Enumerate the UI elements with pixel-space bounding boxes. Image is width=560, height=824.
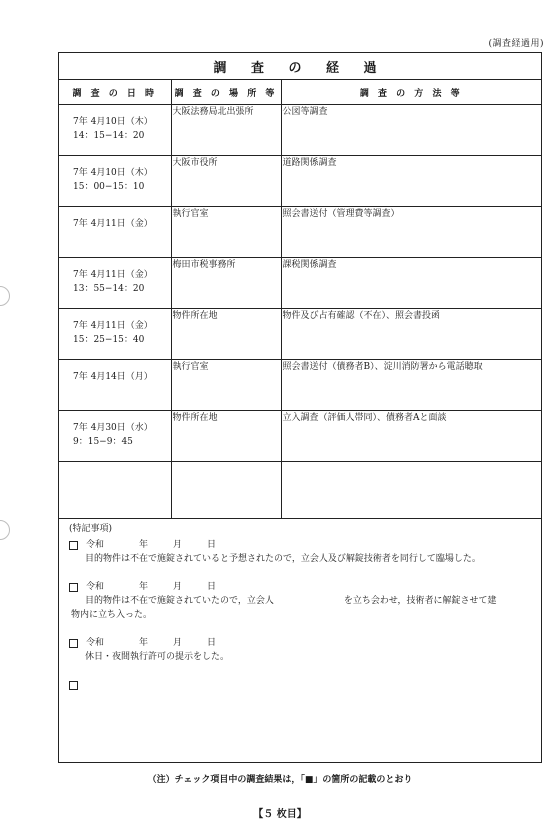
note-checkbox[interactable] [69, 639, 78, 648]
special-notes-heading: (特記事項) [69, 524, 113, 534]
note-year: 年 [138, 582, 148, 592]
footnote: （注）チェック項目中の調査結果は，「■」の箇所の記載のとおり [147, 775, 413, 785]
cell-place: 物件所在地 [171, 411, 281, 462]
row-date: 7年 4月30日（水） [73, 423, 153, 433]
row-date: 7年 4月10日（木） [73, 117, 153, 127]
note-text: 休日・夜間執行許可の提示をした。 [85, 652, 230, 662]
cell-method: 物件及び占有確認（不在）、照会書投函 [281, 309, 541, 360]
note-text-continued: 物内に立ち入った。 [71, 610, 153, 620]
cell-datetime [59, 105, 171, 156]
table-row [59, 105, 541, 156]
note-checkbox[interactable] [69, 681, 78, 690]
cell-method: 道路関係調査 [281, 156, 541, 207]
cell-datetime [59, 258, 171, 309]
table-row [59, 309, 541, 360]
cell-place: 執行官室 [171, 360, 281, 411]
note-day: 日 [206, 582, 216, 592]
cell-method: 公図等調査 [281, 105, 541, 156]
note-checkbox[interactable] [69, 583, 78, 592]
cell-place: 執行官室 [171, 207, 281, 258]
special-note-item-blank [69, 678, 531, 690]
note-text: 目的物件は不在で施錠されていると予想されたので，立会人及び解錠技術者を同行して臨場した。 [85, 554, 481, 564]
form-title: 調 査 の 経 過 [59, 53, 541, 80]
table-header-row [59, 80, 541, 105]
punch-hole-top [0, 286, 10, 306]
header-datetime: 調 査 の 日 時 [59, 80, 171, 105]
header-method: 調 査 の 方 法 等 [281, 80, 541, 105]
row-time: 13：55−14：20 [73, 284, 145, 294]
header-place: 調 査 の 場 所 等 [171, 80, 281, 105]
cell-place: 梅田市税事務所 [171, 258, 281, 309]
row-date: 7年 4月10日（木） [73, 168, 153, 178]
table-row [59, 411, 541, 462]
cell-datetime [59, 156, 171, 207]
cell-datetime [59, 411, 171, 462]
note-checkbox[interactable] [69, 541, 78, 550]
note-month: 月 [172, 638, 182, 648]
note-era: 令和 [86, 582, 105, 592]
table-row [59, 156, 541, 207]
note-day: 日 [206, 540, 216, 550]
cell-datetime [59, 309, 171, 360]
table-row [59, 360, 541, 411]
cell-method [281, 462, 541, 519]
table-row [59, 207, 541, 258]
note-era: 令和 [86, 638, 105, 648]
special-note-item [69, 580, 531, 622]
note-day: 日 [206, 638, 216, 648]
cell-datetime [59, 360, 171, 411]
row-time: 15：25−15：40 [73, 335, 145, 345]
row-time: 14：15−14：20 [73, 131, 145, 141]
cell-method: 照会書送付（管理費等調査） [281, 207, 541, 258]
note-text: 目的物件は不在で施錠されていたので，立会人 を立ち会わせ，技術者に解錠させて建 [85, 596, 497, 606]
investigation-form [58, 52, 542, 763]
investigation-log-table [59, 80, 541, 519]
cell-datetime [59, 462, 171, 519]
note-month: 月 [172, 582, 182, 592]
row-date: 7年 4月11日（金） [73, 270, 153, 280]
special-notes-section [59, 519, 541, 690]
cell-method: 照会書送付（債務者B）、淀川消防署から電話聴取 [281, 360, 541, 411]
cell-place: 物件所在地 [171, 309, 281, 360]
row-date: 7年 4月11日（金） [73, 321, 153, 331]
form-usage-label: (調査経過用) [488, 39, 544, 49]
special-note-item [69, 636, 531, 664]
cell-method: 課税関係調査 [281, 258, 541, 309]
cell-place: 大阪市役所 [171, 156, 281, 207]
page-number: 【５ 枚目】 [253, 809, 307, 820]
note-era: 令和 [86, 540, 105, 550]
note-month: 月 [172, 540, 182, 550]
table-row-empty [59, 462, 541, 519]
note-year: 年 [138, 638, 148, 648]
cell-method: 立入調査（評価人帯同）、債務者Aと面談 [281, 411, 541, 462]
cell-datetime [59, 207, 171, 258]
table-row [59, 258, 541, 309]
cell-place: 大阪法務局北出張所 [171, 105, 281, 156]
row-time: 15：00−15：10 [73, 182, 145, 192]
punch-hole-bottom [0, 520, 10, 540]
cell-place [171, 462, 281, 519]
special-note-item [69, 538, 531, 566]
row-date: 7年 4月11日（金） [73, 219, 153, 229]
row-date: 7年 4月14日（月） [73, 372, 153, 382]
row-time: 9：15−9：45 [73, 437, 133, 447]
note-year: 年 [138, 540, 148, 550]
